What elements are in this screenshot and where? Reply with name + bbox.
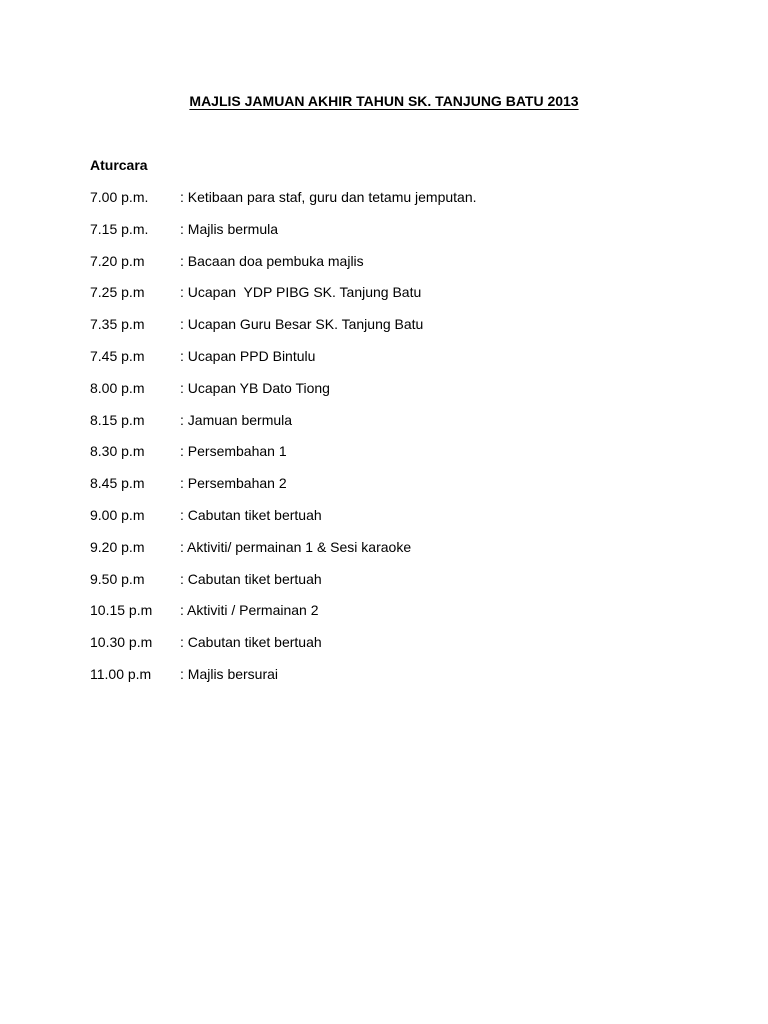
schedule-item: : Persembahan 1 bbox=[180, 443, 287, 460]
schedule-row bbox=[90, 412, 690, 444]
schedule-item: : Jamuan bermula bbox=[180, 411, 293, 428]
schedule-time: 7.20 p.m bbox=[90, 252, 145, 269]
schedule-time: 10.30 p.m bbox=[90, 634, 153, 651]
schedule-item: : Ucapan YB Dato Tiong bbox=[180, 379, 330, 396]
schedule-row bbox=[90, 634, 690, 666]
schedule-time: 9.00 p.m bbox=[90, 506, 145, 523]
schedule-time: 11.00 p.m bbox=[90, 665, 152, 682]
schedule-row bbox=[90, 253, 690, 285]
schedule-row bbox=[90, 380, 690, 412]
schedule-time: 8.45 p.m bbox=[90, 475, 145, 492]
schedule-row bbox=[90, 348, 690, 380]
schedule-list bbox=[90, 189, 690, 698]
schedule-row bbox=[90, 539, 690, 571]
schedule-row bbox=[90, 666, 690, 698]
schedule-row bbox=[90, 443, 690, 475]
schedule-row bbox=[90, 221, 690, 253]
schedule-item: : Aktiviti/ permainan 1 & Sesi karaoke bbox=[180, 538, 412, 555]
schedule-time: 7.25 p.m bbox=[90, 284, 145, 301]
schedule-time: 9.20 p.m bbox=[90, 538, 145, 555]
schedule-time: 9.50 p.m bbox=[90, 570, 145, 587]
section-heading: Aturcara bbox=[90, 157, 148, 173]
schedule-row bbox=[90, 475, 690, 507]
schedule-item: : Cabutan tiket bertuah bbox=[180, 506, 322, 523]
schedule-row bbox=[90, 189, 690, 221]
schedule-time: 8.15 p.m bbox=[90, 411, 145, 428]
schedule-item: : Persembahan 2 bbox=[180, 475, 287, 492]
schedule-item: : Ketibaan para staf, guru dan tetamu jemputan. bbox=[180, 189, 477, 205]
schedule-time: 10.15 p.m bbox=[90, 602, 153, 619]
schedule-item: : Cabutan tiket bertuah bbox=[180, 570, 322, 587]
schedule-item: : Majlis bersurai bbox=[180, 665, 279, 682]
schedule-time: 8.30 p.m bbox=[90, 443, 145, 460]
schedule-row bbox=[90, 602, 690, 634]
schedule-item: : Aktiviti / Permainan 2 bbox=[180, 602, 319, 619]
schedule-row bbox=[90, 507, 690, 539]
schedule-item: : Majlis bermula bbox=[180, 220, 279, 237]
schedule-item: : Ucapan Guru Besar SK. Tanjung Batu bbox=[180, 316, 424, 333]
schedule-item: : Ucapan YDP PIBG SK. Tanjung Batu bbox=[180, 284, 422, 301]
schedule-time: 8.00 p.m bbox=[90, 379, 145, 396]
schedule-row bbox=[90, 316, 690, 348]
schedule-row bbox=[90, 571, 690, 603]
document-title-text: MAJLIS JAMUAN AKHIR TAHUN SK. TANJUNG BATU 2013 bbox=[189, 93, 579, 109]
schedule-row bbox=[90, 284, 690, 316]
schedule-time: 7.15 p.m. bbox=[90, 220, 149, 237]
schedule-time: 7.45 p.m bbox=[90, 347, 145, 364]
schedule-item: : Bacaan doa pembuka majlis bbox=[180, 252, 364, 269]
document-title bbox=[0, 93, 768, 109]
schedule-time: 7.35 p.m bbox=[90, 316, 145, 333]
schedule-time: 7.00 p.m. bbox=[90, 189, 149, 205]
schedule-item: : Ucapan PPD Bintulu bbox=[180, 347, 316, 364]
schedule-item: : Cabutan tiket bertuah bbox=[180, 634, 322, 651]
